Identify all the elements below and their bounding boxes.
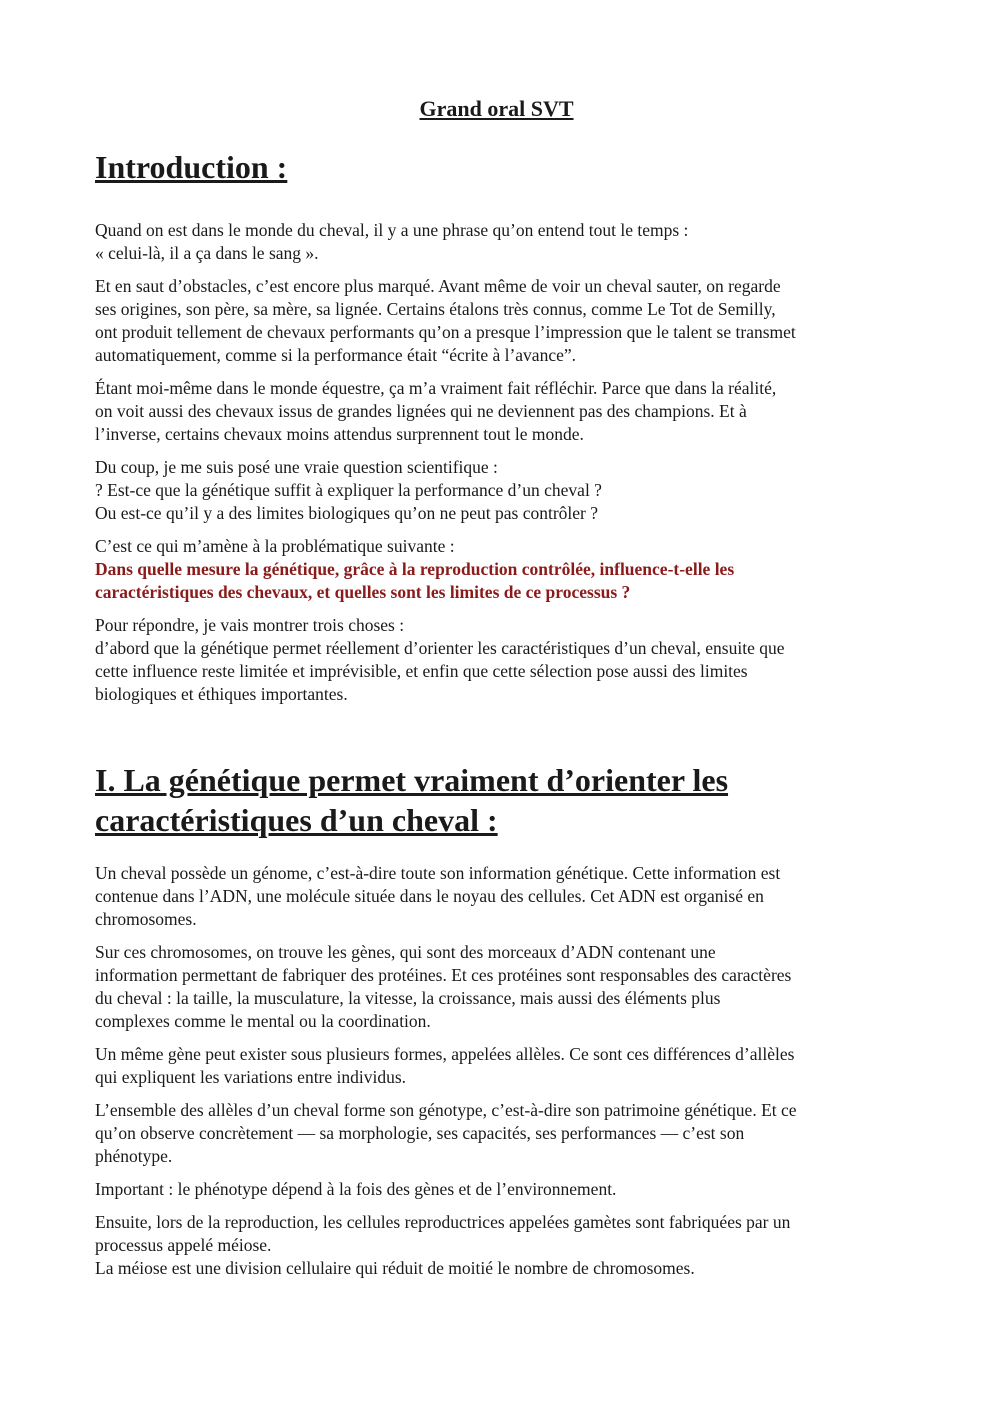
problematique-line: caractéristiques des chevaux, et quelles sont les limites de ce processus ? bbox=[95, 582, 631, 602]
section-1-paragraph-3 bbox=[95, 1043, 905, 1089]
text-line: on voit aussi des chevaux issus de grandes lignées qui ne deviennent pas des champions. Et à bbox=[95, 401, 747, 421]
intro-paragraph-5 bbox=[95, 535, 905, 604]
text-line: ? Est-ce que la génétique suffit à expliquer la performance d’un cheval ? bbox=[95, 480, 602, 500]
text-line: ses origines, son père, sa mère, sa lignée. Certains étalons très connus, comme Le Tot de Semilly, bbox=[95, 299, 776, 319]
section-1-heading bbox=[95, 760, 895, 840]
intro-paragraph-3 bbox=[95, 377, 905, 446]
intro-paragraph-4 bbox=[95, 456, 905, 525]
section-1-paragraph-2 bbox=[95, 941, 905, 1033]
text-line: automatiquement, comme si la performance était “écrite à l’avance”. bbox=[95, 345, 577, 365]
text-line: contenue dans l’ADN, une molécule située dans le noyau des cellules. Cet ADN est organisé en bbox=[95, 886, 764, 906]
intro-paragraph-2 bbox=[95, 275, 905, 367]
text-line: Important : le phénotype dépend à la fois des gènes et de l’environnement. bbox=[95, 1179, 617, 1199]
text-line: processus appelé méiose. bbox=[95, 1235, 272, 1255]
intro-heading: Introduction : bbox=[95, 149, 288, 185]
document-title: Grand oral SVT bbox=[419, 96, 574, 121]
section-1-paragraph-5 bbox=[95, 1178, 905, 1201]
text-line: phénotype. bbox=[95, 1146, 173, 1166]
text-line: L’ensemble des allèles d’un cheval forme son génotype, c’est-à-dire son patrimoine génétique. Et ce bbox=[95, 1100, 797, 1120]
text-line: Du coup, je me suis posé une vraie question scientifique : bbox=[95, 457, 498, 477]
text-line: l’inverse, certains chevaux moins attendus surprennent tout le monde. bbox=[95, 424, 584, 444]
text-line: C’est ce qui m’amène à la problématique suivante : bbox=[95, 536, 455, 556]
text-line: « celui-là, il a ça dans le sang ». bbox=[95, 243, 319, 263]
text-line: biologiques et éthiques importantes. bbox=[95, 684, 348, 704]
heading-line: caractéristiques d’un cheval : bbox=[95, 802, 498, 838]
text-line: du cheval : la taille, la musculature, la vitesse, la croissance, mais aussi des éléments plus bbox=[95, 988, 721, 1008]
text-line: d’abord que la génétique permet réellement d’orienter les caractéristiques d’un cheval, ensuite que bbox=[95, 638, 785, 658]
text-line: Étant moi-même dans le monde équestre, ça m’a vraiment fait réfléchir. Parce que dans la réalité, bbox=[95, 378, 777, 398]
problematique-line: Dans quelle mesure la génétique, grâce à la reproduction contrôlée, influence-t-elle les bbox=[95, 559, 735, 579]
text-line: Quand on est dans le monde du cheval, il y a une phrase qu’on entend tout le temps : bbox=[95, 220, 689, 240]
text-line: Ensuite, lors de la reproduction, les cellules reproductrices appelées gamètes sont fabriquées par un bbox=[95, 1212, 791, 1232]
section-1-paragraph-6 bbox=[95, 1211, 905, 1280]
text-line: qui expliquent les variations entre individus. bbox=[95, 1067, 407, 1087]
text-line: qu’on observe concrètement — sa morphologie, ses capacités, ses performances — c’est son bbox=[95, 1123, 745, 1143]
section-1-paragraph-1 bbox=[95, 862, 905, 931]
text-line: complexes comme le mental ou la coordination. bbox=[95, 1011, 431, 1031]
text-line: La méiose est une division cellulaire qui réduit de moitié le nombre de chromosomes. bbox=[95, 1258, 695, 1278]
text-line: information permettant de fabriquer des protéines. Et ces protéines sont responsables des caractères bbox=[95, 965, 792, 985]
text-line: ont produit tellement de chevaux performants qu’on a presque l’impression que le talent se transmet bbox=[95, 322, 796, 342]
text-line: Sur ces chromosomes, on trouve les gènes, qui sont des morceaux d’ADN contenant une bbox=[95, 942, 716, 962]
text-line: Un même gène peut exister sous plusieurs formes, appelées allèles. Ce sont ces différences d’allèles bbox=[95, 1044, 795, 1064]
text-line: cette influence reste limitée et imprévisible, et enfin que cette sélection pose aussi des limites bbox=[95, 661, 748, 681]
text-line: Et en saut d’obstacles, c’est encore plus marqué. Avant même de voir un cheval sauter, on regarde bbox=[95, 276, 781, 296]
text-line: Un cheval possède un génome, c’est-à-dire toute son information génétique. Cette information est bbox=[95, 863, 781, 883]
intro-paragraph-6 bbox=[95, 614, 905, 706]
text-line: chromosomes. bbox=[95, 909, 197, 929]
heading-line: I. La génétique permet vraiment d’orienter les bbox=[95, 762, 729, 798]
text-line: Pour répondre, je vais montrer trois choses : bbox=[95, 615, 405, 635]
intro-paragraph-1 bbox=[95, 219, 905, 265]
section-1-paragraph-4 bbox=[95, 1099, 905, 1168]
text-line: Ou est-ce qu’il y a des limites biologiques qu’on ne peut pas contrôler ? bbox=[95, 503, 598, 523]
